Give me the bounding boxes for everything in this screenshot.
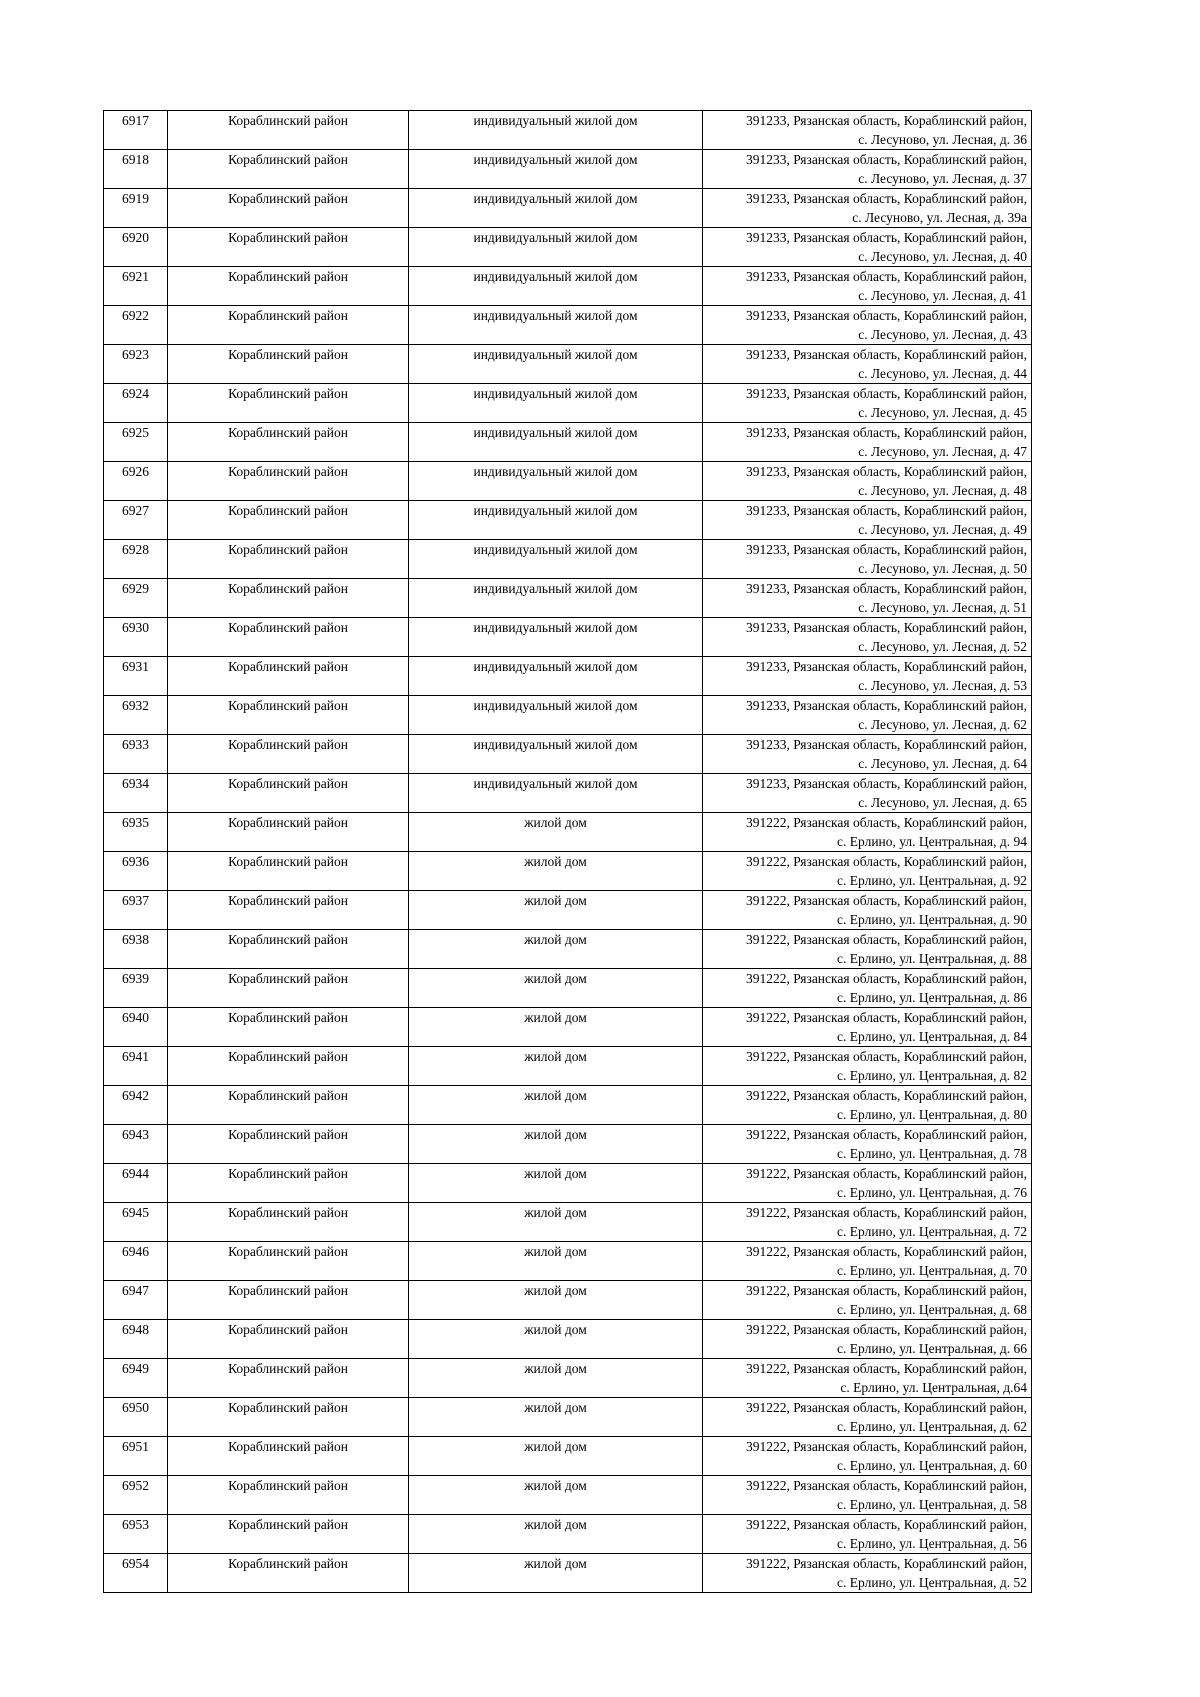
building-type-cell: жилой дом — [409, 1515, 703, 1554]
building-type-cell: жилой дом — [409, 852, 703, 891]
row-number-cell: 6925 — [104, 423, 168, 462]
address-cell — [703, 891, 1032, 930]
row-number-cell: 6947 — [104, 1281, 168, 1320]
address-line-2: с. Лесуново, ул. Лесная, д. 51 — [858, 600, 1027, 615]
table-row — [104, 1281, 1032, 1320]
address-line-2: с. Лесуново, ул. Лесная, д. 37 — [858, 171, 1027, 186]
table-row — [104, 1515, 1032, 1554]
row-number-cell: 6945 — [104, 1203, 168, 1242]
address-cell — [703, 384, 1032, 423]
address-line-1: 391222, Рязанская область, Кораблинский район, — [746, 1517, 1027, 1532]
district-cell: Кораблинский район — [168, 150, 409, 189]
address-line-1: 391233, Рязанская область, Кораблинский район, — [746, 503, 1027, 518]
address-line-2: с. Ерлино, ул. Центральная, д. 82 — [837, 1068, 1027, 1083]
address-line-1: 391233, Рязанская область, Кораблинский район, — [746, 737, 1027, 752]
building-type-cell: индивидуальный жилой дом — [409, 462, 703, 501]
address-line-1: 391222, Рязанская область, Кораблинский район, — [746, 815, 1027, 830]
building-type-cell: индивидуальный жилой дом — [409, 423, 703, 462]
address-line-1: 391222, Рязанская область, Кораблинский район, — [746, 971, 1027, 986]
address-line-1: 391233, Рязанская область, Кораблинский район, — [746, 581, 1027, 596]
address-line-2: с. Лесуново, ул. Лесная, д. 53 — [858, 678, 1027, 693]
address-line-1: 391233, Рязанская область, Кораблинский район, — [746, 308, 1027, 323]
address-line-2: с. Ерлино, ул. Центральная, д. 62 — [837, 1419, 1027, 1434]
building-type-cell: индивидуальный жилой дом — [409, 345, 703, 384]
address-line-1: 391222, Рязанская область, Кораблинский район, — [746, 932, 1027, 947]
address-cell — [703, 1359, 1032, 1398]
address-line-2: с. Лесуново, ул. Лесная, д. 49 — [858, 522, 1027, 537]
address-line-2: с. Ерлино, ул. Центральная, д. 88 — [837, 951, 1027, 966]
address-line-1: 391222, Рязанская область, Кораблинский район, — [746, 1127, 1027, 1142]
district-cell: Кораблинский район — [168, 1554, 409, 1593]
address-line-2: с. Лесуново, ул. Лесная, д. 47 — [858, 444, 1027, 459]
table-row — [104, 1203, 1032, 1242]
address-cell — [703, 1008, 1032, 1047]
address-line-2: с. Ерлино, ул. Центральная, д. 90 — [837, 912, 1027, 927]
district-cell: Кораблинский район — [168, 1008, 409, 1047]
building-type-cell: индивидуальный жилой дом — [409, 228, 703, 267]
address-line-2: с. Ерлино, ул. Центральная, д.64 — [840, 1380, 1027, 1395]
row-number-cell: 6941 — [104, 1047, 168, 1086]
address-cell — [703, 1242, 1032, 1281]
row-number-cell: 6940 — [104, 1008, 168, 1047]
address-cell — [703, 1554, 1032, 1593]
building-type-cell: индивидуальный жилой дом — [409, 774, 703, 813]
table-body — [104, 111, 1032, 1593]
table-row — [104, 1164, 1032, 1203]
building-type-cell: индивидуальный жилой дом — [409, 189, 703, 228]
district-cell: Кораблинский район — [168, 774, 409, 813]
district-cell: Кораблинский район — [168, 852, 409, 891]
address-cell — [703, 1398, 1032, 1437]
address-line-1: 391222, Рязанская область, Кораблинский район, — [746, 1088, 1027, 1103]
row-number-cell: 6924 — [104, 384, 168, 423]
table-row — [104, 1554, 1032, 1593]
row-number-cell: 6954 — [104, 1554, 168, 1593]
district-cell: Кораблинский район — [168, 306, 409, 345]
address-line-1: 391233, Рязанская область, Кораблинский район, — [746, 464, 1027, 479]
address-cell — [703, 1164, 1032, 1203]
building-type-cell: жилой дом — [409, 969, 703, 1008]
district-cell: Кораблинский район — [168, 423, 409, 462]
address-line-2: с. Ерлино, ул. Центральная, д. 94 — [837, 834, 1027, 849]
row-number-cell: 6938 — [104, 930, 168, 969]
district-cell: Кораблинский район — [168, 813, 409, 852]
district-cell: Кораблинский район — [168, 1359, 409, 1398]
address-line-2: с. Лесуново, ул. Лесная, д. 50 — [858, 561, 1027, 576]
building-type-cell: жилой дом — [409, 1320, 703, 1359]
district-cell: Кораблинский район — [168, 462, 409, 501]
district-cell: Кораблинский район — [168, 384, 409, 423]
address-line-2: с. Ерлино, ул. Центральная, д. 72 — [837, 1224, 1027, 1239]
address-line-1: 391222, Рязанская область, Кораблинский район, — [746, 1478, 1027, 1493]
district-cell: Кораблинский район — [168, 1281, 409, 1320]
row-number-cell: 6922 — [104, 306, 168, 345]
row-number-cell: 6950 — [104, 1398, 168, 1437]
address-line-1: 391233, Рязанская область, Кораблинский район, — [746, 347, 1027, 362]
address-cell — [703, 1086, 1032, 1125]
building-type-cell: индивидуальный жилой дом — [409, 501, 703, 540]
row-number-cell: 6939 — [104, 969, 168, 1008]
address-cell — [703, 345, 1032, 384]
address-line-2: с. Лесуново, ул. Лесная, д. 64 — [858, 756, 1027, 771]
district-cell: Кораблинский район — [168, 1125, 409, 1164]
address-line-1: 391233, Рязанская область, Кораблинский район, — [746, 659, 1027, 674]
row-number-cell: 6935 — [104, 813, 168, 852]
row-number-cell: 6952 — [104, 1476, 168, 1515]
table-row — [104, 540, 1032, 579]
address-line-2: с. Ерлино, ул. Центральная, д. 56 — [837, 1536, 1027, 1551]
row-number-cell: 6923 — [104, 345, 168, 384]
address-cell — [703, 1320, 1032, 1359]
address-line-2: с. Ерлино, ул. Центральная, д. 52 — [837, 1575, 1027, 1590]
address-line-2: с. Лесуново, ул. Лесная, д. 45 — [858, 405, 1027, 420]
address-line-1: 391233, Рязанская область, Кораблинский район, — [746, 425, 1027, 440]
address-line-1: 391222, Рязанская область, Кораблинский район, — [746, 1400, 1027, 1415]
address-line-1: 391233, Рязанская область, Кораблинский район, — [746, 698, 1027, 713]
address-line-1: 391233, Рязанская область, Кораблинский район, — [746, 776, 1027, 791]
address-line-1: 391222, Рязанская область, Кораблинский район, — [746, 1244, 1027, 1259]
address-line-1: 391233, Рязанская область, Кораблинский район, — [746, 386, 1027, 401]
table-row — [104, 1086, 1032, 1125]
district-cell: Кораблинский район — [168, 228, 409, 267]
district-cell: Кораблинский район — [168, 111, 409, 150]
district-cell: Кораблинский район — [168, 657, 409, 696]
address-cell — [703, 930, 1032, 969]
address-line-2: с. Ерлино, ул. Центральная, д. 78 — [837, 1146, 1027, 1161]
address-line-2: с. Лесуново, ул. Лесная, д. 65 — [858, 795, 1027, 810]
address-cell — [703, 1437, 1032, 1476]
address-line-1: 391222, Рязанская область, Кораблинский район, — [746, 1361, 1027, 1376]
table-row — [104, 735, 1032, 774]
district-cell: Кораблинский район — [168, 735, 409, 774]
building-type-cell: индивидуальный жилой дом — [409, 111, 703, 150]
row-number-cell: 6929 — [104, 579, 168, 618]
table-row — [104, 930, 1032, 969]
address-cell — [703, 150, 1032, 189]
row-number-cell: 6920 — [104, 228, 168, 267]
address-line-2: с. Ерлино, ул. Центральная, д. 76 — [837, 1185, 1027, 1200]
address-cell — [703, 1125, 1032, 1164]
address-cell — [703, 735, 1032, 774]
row-number-cell: 6928 — [104, 540, 168, 579]
building-type-cell: жилой дом — [409, 1203, 703, 1242]
building-type-cell: индивидуальный жилой дом — [409, 618, 703, 657]
building-type-cell: жилой дом — [409, 1047, 703, 1086]
table-row — [104, 384, 1032, 423]
building-type-cell: жилой дом — [409, 1437, 703, 1476]
district-cell: Кораблинский район — [168, 345, 409, 384]
address-line-2: с. Лесуново, ул. Лесная, д. 43 — [858, 327, 1027, 342]
address-line-1: 391222, Рязанская область, Кораблинский район, — [746, 1166, 1027, 1181]
table-row — [104, 1242, 1032, 1281]
table-row — [104, 228, 1032, 267]
building-type-cell: жилой дом — [409, 1359, 703, 1398]
address-line-1: 391233, Рязанская область, Кораблинский район, — [746, 620, 1027, 635]
table-row — [104, 1320, 1032, 1359]
address-line-2: с. Лесуново, ул. Лесная, д. 40 — [858, 249, 1027, 264]
district-cell: Кораблинский район — [168, 540, 409, 579]
district-cell: Кораблинский район — [168, 1047, 409, 1086]
building-type-cell: индивидуальный жилой дом — [409, 540, 703, 579]
address-line-2: с. Лесуново, ул. Лесная, д. 36 — [858, 132, 1027, 147]
address-line-2: с. Лесуново, ул. Лесная, д. 39а — [852, 210, 1027, 225]
address-line-1: 391233, Рязанская область, Кораблинский район, — [746, 269, 1027, 284]
address-cell — [703, 813, 1032, 852]
address-line-2: с. Ерлино, ул. Центральная, д. 68 — [837, 1302, 1027, 1317]
table-row — [104, 579, 1032, 618]
address-line-1: 391222, Рязанская область, Кораблинский район, — [746, 1049, 1027, 1064]
row-number-cell: 6948 — [104, 1320, 168, 1359]
address-line-1: 391222, Рязанская область, Кораблинский район, — [746, 1439, 1027, 1454]
address-line-2: с. Ерлино, ул. Центральная, д. 86 — [837, 990, 1027, 1005]
district-cell: Кораблинский район — [168, 1320, 409, 1359]
address-cell — [703, 852, 1032, 891]
building-type-cell: индивидуальный жилой дом — [409, 657, 703, 696]
row-number-cell: 6951 — [104, 1437, 168, 1476]
district-cell: Кораблинский район — [168, 1398, 409, 1437]
building-type-cell: жилой дом — [409, 1164, 703, 1203]
district-cell: Кораблинский район — [168, 579, 409, 618]
address-cell — [703, 111, 1032, 150]
building-type-cell: индивидуальный жилой дом — [409, 696, 703, 735]
address-cell — [703, 540, 1032, 579]
row-number-cell: 6943 — [104, 1125, 168, 1164]
address-cell — [703, 579, 1032, 618]
address-line-2: с. Ерлино, ул. Центральная, д. 70 — [837, 1263, 1027, 1278]
building-type-cell: жилой дом — [409, 1476, 703, 1515]
address-cell — [703, 1203, 1032, 1242]
district-cell: Кораблинский район — [168, 891, 409, 930]
row-number-cell: 6949 — [104, 1359, 168, 1398]
address-line-1: 391222, Рязанская область, Кораблинский район, — [746, 893, 1027, 908]
address-cell — [703, 462, 1032, 501]
building-type-cell: индивидуальный жилой дом — [409, 579, 703, 618]
address-line-2: с. Ерлино, ул. Центральная, д. 80 — [837, 1107, 1027, 1122]
table-row — [104, 111, 1032, 150]
address-line-2: с. Лесуново, ул. Лесная, д. 52 — [858, 639, 1027, 654]
row-number-cell: 6918 — [104, 150, 168, 189]
address-cell — [703, 189, 1032, 228]
table-row — [104, 774, 1032, 813]
row-number-cell: 6933 — [104, 735, 168, 774]
address-cell — [703, 267, 1032, 306]
row-number-cell: 6934 — [104, 774, 168, 813]
row-number-cell: 6917 — [104, 111, 168, 150]
address-line-2: с. Лесуново, ул. Лесная, д. 41 — [858, 288, 1027, 303]
table-row — [104, 1047, 1032, 1086]
table-row — [104, 423, 1032, 462]
district-cell: Кораблинский район — [168, 1164, 409, 1203]
address-cell — [703, 228, 1032, 267]
table-row — [104, 696, 1032, 735]
address-cell — [703, 1047, 1032, 1086]
row-number-cell: 6919 — [104, 189, 168, 228]
address-line-1: 391222, Рязанская область, Кораблинский район, — [746, 1010, 1027, 1025]
table-row — [104, 1359, 1032, 1398]
building-type-cell: индивидуальный жилой дом — [409, 267, 703, 306]
address-line-2: с. Лесуново, ул. Лесная, д. 48 — [858, 483, 1027, 498]
address-cell — [703, 1281, 1032, 1320]
table-row — [104, 1476, 1032, 1515]
building-type-cell: жилой дом — [409, 1281, 703, 1320]
row-number-cell: 6927 — [104, 501, 168, 540]
table-row — [104, 306, 1032, 345]
row-number-cell: 6942 — [104, 1086, 168, 1125]
building-type-cell: жилой дом — [409, 1398, 703, 1437]
address-line-1: 391222, Рязанская область, Кораблинский район, — [746, 1556, 1027, 1571]
district-cell: Кораблинский район — [168, 618, 409, 657]
district-cell: Кораблинский район — [168, 501, 409, 540]
row-number-cell: 6944 — [104, 1164, 168, 1203]
building-type-cell: индивидуальный жилой дом — [409, 306, 703, 345]
address-line-1: 391222, Рязанская область, Кораблинский район, — [746, 1283, 1027, 1298]
district-cell: Кораблинский район — [168, 1242, 409, 1281]
building-type-cell: индивидуальный жилой дом — [409, 384, 703, 423]
address-cell — [703, 306, 1032, 345]
building-type-cell: жилой дом — [409, 1008, 703, 1047]
address-cell — [703, 696, 1032, 735]
table-row — [104, 462, 1032, 501]
address-cell — [703, 657, 1032, 696]
table-row — [104, 852, 1032, 891]
address-cell — [703, 774, 1032, 813]
table-row — [104, 501, 1032, 540]
address-line-1: 391233, Рязанская область, Кораблинский район, — [746, 542, 1027, 557]
district-cell: Кораблинский район — [168, 930, 409, 969]
address-line-2: с. Ерлино, ул. Центральная, д. 92 — [837, 873, 1027, 888]
district-cell: Кораблинский район — [168, 189, 409, 228]
district-cell: Кораблинский район — [168, 1086, 409, 1125]
table-row — [104, 969, 1032, 1008]
table-row — [104, 657, 1032, 696]
building-type-cell: жилой дом — [409, 813, 703, 852]
table-row — [104, 267, 1032, 306]
building-type-cell: жилой дом — [409, 1242, 703, 1281]
district-cell: Кораблинский район — [168, 696, 409, 735]
building-type-cell: жилой дом — [409, 1086, 703, 1125]
district-cell: Кораблинский район — [168, 267, 409, 306]
building-type-cell: индивидуальный жилой дом — [409, 735, 703, 774]
district-cell: Кораблинский район — [168, 1476, 409, 1515]
housing-register-table — [103, 110, 1032, 1593]
address-line-2: с. Лесуново, ул. Лесная, д. 44 — [858, 366, 1027, 381]
building-type-cell: индивидуальный жилой дом — [409, 150, 703, 189]
address-line-2: с. Ерлино, ул. Центральная, д. 66 — [837, 1341, 1027, 1356]
address-line-2: с. Ерлино, ул. Центральная, д. 58 — [837, 1497, 1027, 1512]
address-line-1: 391222, Рязанская область, Кораблинский район, — [746, 1205, 1027, 1220]
table-row — [104, 345, 1032, 384]
building-type-cell: жилой дом — [409, 1554, 703, 1593]
table-row — [104, 891, 1032, 930]
address-line-2: с. Ерлино, ул. Центральная, д. 60 — [837, 1458, 1027, 1473]
district-cell: Кораблинский район — [168, 1515, 409, 1554]
table-row — [104, 813, 1032, 852]
row-number-cell: 6921 — [104, 267, 168, 306]
address-line-1: 391233, Рязанская область, Кораблинский район, — [746, 191, 1027, 206]
address-cell — [703, 501, 1032, 540]
row-number-cell: 6953 — [104, 1515, 168, 1554]
row-number-cell: 6937 — [104, 891, 168, 930]
district-cell: Кораблинский район — [168, 1203, 409, 1242]
address-cell — [703, 1515, 1032, 1554]
address-cell — [703, 1476, 1032, 1515]
row-number-cell: 6931 — [104, 657, 168, 696]
table-row — [104, 1437, 1032, 1476]
address-line-2: с. Лесуново, ул. Лесная, д. 62 — [858, 717, 1027, 732]
table-row — [104, 1398, 1032, 1437]
address-line-1: 391222, Рязанская область, Кораблинский район, — [746, 854, 1027, 869]
address-line-1: 391233, Рязанская область, Кораблинский район, — [746, 113, 1027, 128]
address-line-1: 391222, Рязанская область, Кораблинский район, — [746, 1322, 1027, 1337]
table-row — [104, 1125, 1032, 1164]
row-number-cell: 6932 — [104, 696, 168, 735]
address-line-2: с. Ерлино, ул. Центральная, д. 84 — [837, 1029, 1027, 1044]
table-row — [104, 618, 1032, 657]
address-cell — [703, 423, 1032, 462]
building-type-cell: жилой дом — [409, 891, 703, 930]
row-number-cell: 6946 — [104, 1242, 168, 1281]
address-line-1: 391233, Рязанская область, Кораблинский район, — [746, 230, 1027, 245]
address-cell — [703, 969, 1032, 1008]
table-row — [104, 189, 1032, 228]
row-number-cell: 6936 — [104, 852, 168, 891]
building-type-cell: жилой дом — [409, 1125, 703, 1164]
row-number-cell: 6930 — [104, 618, 168, 657]
table-row — [104, 1008, 1032, 1047]
table-row — [104, 150, 1032, 189]
row-number-cell: 6926 — [104, 462, 168, 501]
district-cell: Кораблинский район — [168, 969, 409, 1008]
building-type-cell: жилой дом — [409, 930, 703, 969]
address-line-1: 391233, Рязанская область, Кораблинский район, — [746, 152, 1027, 167]
district-cell: Кораблинский район — [168, 1437, 409, 1476]
address-cell — [703, 618, 1032, 657]
